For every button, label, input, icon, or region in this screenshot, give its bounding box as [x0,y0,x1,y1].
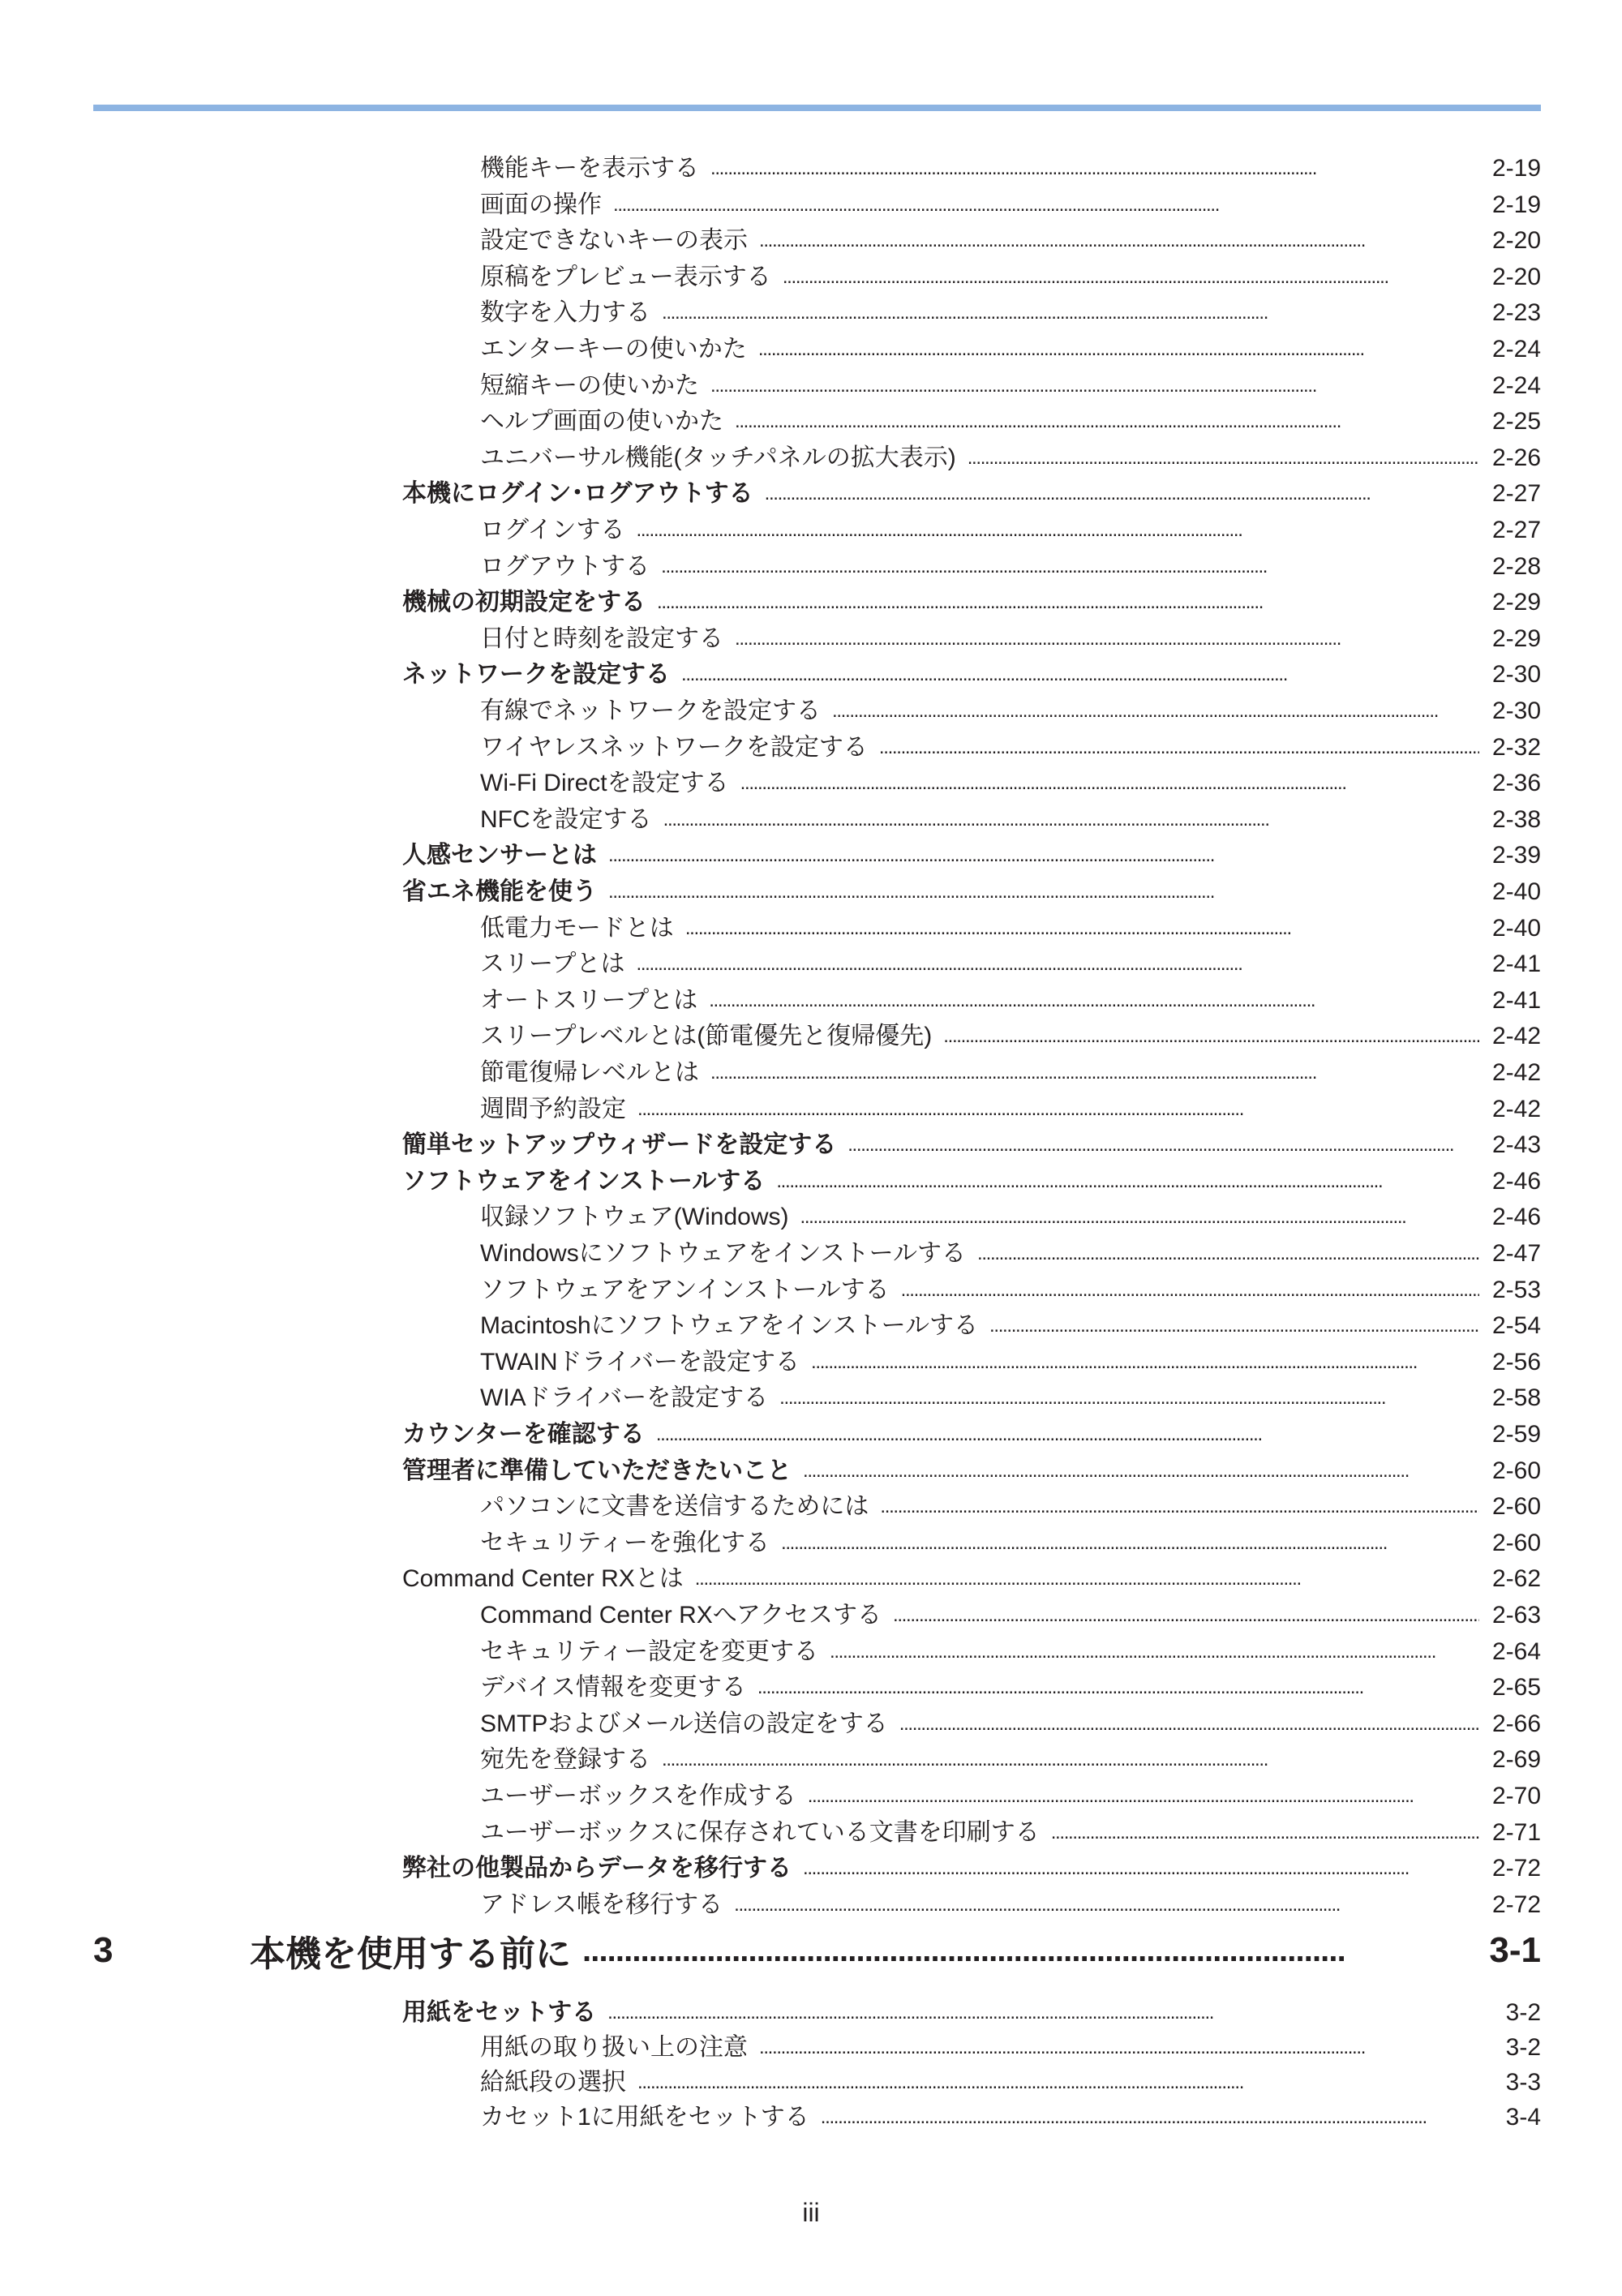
toc-subsection-entry[interactable] [480,1489,1541,1525]
dot-leader [757,1670,1479,1706]
dot-leader [735,404,1479,440]
toc-subsection-entry[interactable] [480,693,1541,729]
toc-entry-title: 設定できないキーの表示 [480,227,748,255]
toc-entry-page: 2-46 [1491,1167,1541,1195]
toc-entry-page: 3-3 [1505,2069,1541,2096]
toc-entry-title: ソフトウェアをアンインストールする [480,1276,890,1303]
dot-leader [661,549,1479,585]
toc-entry-title: 機械の初期設定をする [402,589,646,616]
toc-entry-page: 2-58 [1491,1384,1541,1412]
toc-entry-title: ソフトウェアをインストールする [402,1167,766,1195]
toc-entry-title: セキュリティー設定を変更する [480,1637,818,1665]
toc-subsection-entry[interactable] [480,911,1541,946]
toc-entry-page: 2-62 [1491,1565,1541,1593]
toc-entry-title: 週間予約設定 [480,1095,626,1122]
toc-section-entry[interactable] [402,1453,1541,1489]
toc-entry-title: ネットワークを設定する [402,661,670,689]
toc-entry-page: 2-54 [1491,1312,1541,1340]
toc-entry-page: 2-26 [1491,444,1541,471]
toc-entry-title: 有線でネットワークを設定する [480,697,821,724]
dot-leader [783,260,1479,295]
dot-leader [901,1272,1479,1308]
toc-subsection-entry[interactable] [480,1199,1541,1235]
toc-subsection-entry[interactable] [480,621,1541,657]
toc-section-entry[interactable] [402,1127,1541,1163]
toc-entry-title: 簡単セットアップウィザードを設定する [402,1131,837,1159]
toc-entry-title: 宛先を登録する [480,1746,650,1774]
toc-subsection-entry[interactable] [480,1345,1541,1380]
dot-leader [893,1598,1479,1633]
toc-entry-page: 2-71 [1491,1818,1541,1846]
dot-leader [803,1851,1479,1886]
toc-entry-title: オートスリープとは [480,986,698,1014]
dot-leader [608,874,1479,910]
toc-entry-title: カセット1に用紙をセットする [480,2104,809,2131]
toc-subsection-entry[interactable] [480,404,1541,440]
toc-subsection-entry[interactable] [480,1815,1541,1851]
toc-entry-page: 2-41 [1491,951,1541,978]
dot-leader [759,2030,1493,2066]
toc-entry-page: 2-64 [1491,1637,1541,1665]
toc-entry-page: 2-56 [1491,1348,1541,1375]
toc-entry-title: 節電復帰レベルとは [480,1059,699,1086]
toc-entry-page: 2-30 [1491,697,1541,724]
toc-entry-page: 2-19 [1491,155,1541,182]
toc-subsection-entry[interactable] [480,1380,1541,1416]
toc-section-entry[interactable] [402,1417,1541,1453]
toc-entry-title: 日付と時刻を設定する [480,624,723,652]
toc-entry-page: 2-25 [1491,408,1541,436]
dot-leader [821,2100,1493,2135]
dot-leader [637,2065,1493,2101]
toc-section-entry[interactable] [402,476,1541,512]
toc-subsection-entry[interactable] [480,983,1541,1019]
chapter-title: 本機を使用する前に [250,1934,571,1974]
toc-entry-page: 2-69 [1491,1746,1541,1774]
toc-entry-page: 2-36 [1491,770,1541,797]
toc-subsection-entry[interactable] [480,332,1541,367]
toc-entry-page: 3-2 [1505,2034,1541,2061]
dot-leader [847,1127,1479,1163]
dot-leader [613,187,1479,223]
toc-entry-page: 2-60 [1491,1493,1541,1521]
dot-leader [695,1561,1479,1597]
toc-entry-page: 2-66 [1491,1710,1541,1737]
dot-leader [811,1345,1479,1380]
toc-entry-title: デバイス情報を変更する [480,1674,746,1702]
toc-entry-page: 2-70 [1491,1783,1541,1809]
toc-entry-page: 2-27 [1491,480,1541,508]
toc-entry-title: ユーザーボックスを作成する [480,1783,796,1809]
toc-subsection-entry[interactable] [480,1706,1541,1742]
toc-entry-title: SMTPおよびメール送信の設定をする [480,1710,888,1737]
dot-leader [880,1489,1479,1525]
toc-entry-title: ワイヤレスネットワークを設定する [480,733,868,761]
dot-leader [899,1706,1479,1742]
toc-subsection-entry[interactable] [480,1779,1541,1814]
toc-subsection-entry[interactable] [480,946,1541,982]
toc-subsection-entry[interactable] [480,440,1541,476]
toc-entry-title: 本機にログイン･ログアウトする [402,480,753,508]
dot-leader [656,1417,1479,1453]
toc-section-entry[interactable] [402,874,1541,910]
toc-subsection-entry[interactable] [480,1670,1541,1706]
dot-leader [803,1453,1479,1489]
toc-subsection-entry[interactable] [480,1272,1541,1308]
dot-leader [758,332,1479,367]
toc-entry-page: 2-40 [1491,914,1541,942]
dot-leader [779,1380,1479,1416]
toc-section-entry[interactable] [402,657,1541,693]
dot-leader [657,585,1479,620]
dot-leader [781,1526,1479,1561]
toc-subsection-entry[interactable] [480,260,1541,295]
toc-entry-title: ログインする [480,517,625,543]
dot-leader [607,1995,1493,2031]
dot-leader [582,1922,1476,1979]
toc-entry-title: 数字を入力する [480,299,650,327]
toc-entry-page: 2-20 [1491,227,1541,255]
toc-entry-page: 2-19 [1491,191,1541,218]
toc-entry-title: 管理者に準備していただきたいこと [402,1457,792,1484]
toc-entry-page: 2-23 [1491,299,1541,327]
toc-entry-page: 2-43 [1491,1131,1541,1159]
toc-subsection-entry[interactable] [480,1055,1541,1091]
toc-entry-title: 画面の操作 [480,191,602,218]
toc-entry-title: カウンターを確認する [402,1421,645,1448]
toc-entry-title: NFCを設定する [480,805,652,833]
dot-leader [943,1019,1479,1054]
toc-entry-page: 2-24 [1491,336,1541,363]
dot-leader [977,1236,1479,1272]
dot-leader [710,1055,1479,1091]
dot-leader [759,223,1479,259]
toc-entry-page: 2-30 [1491,661,1541,689]
toc-entry-page: 2-29 [1491,624,1541,652]
toc-entry-title: セキュリティーを強化する [480,1529,770,1556]
dot-leader [989,1308,1479,1344]
toc-entry-title: 用紙をセットする [402,1999,597,2026]
toc-entry-page: 2-20 [1491,263,1541,290]
toc-entry-title: ユーザーボックスに保存されている文書を印刷する [480,1818,1040,1846]
toc-entry-title: ヘルプ画面の使いかた [480,408,723,436]
toc-subsection-entry[interactable] [480,1742,1541,1778]
toc-entry-page: 2-72 [1491,1855,1541,1882]
chapter-number: 3 [93,1930,114,1970]
dot-leader [710,151,1479,187]
toc-entry-title: 省エネ機能を使う [402,878,597,905]
toc-subsection-entry[interactable] [480,223,1541,259]
toc-entry-page: 2-59 [1491,1421,1541,1448]
toc-subsection-entry[interactable] [480,513,1541,548]
dot-leader [1051,1815,1479,1851]
toc-entry-title: 原稿をプレビュー表示する [480,263,771,290]
toc-entry-page: 2-72 [1491,1890,1541,1918]
toc-subsection-entry[interactable] [480,1236,1541,1272]
toc-entry-page: 2-42 [1491,1059,1541,1086]
toc-section-entry[interactable] [402,1995,1541,2031]
dot-leader [832,693,1479,729]
toc-entry-title: 短縮キーの使いかた [480,371,699,399]
toc-subsection-entry[interactable] [480,802,1541,838]
toc-entry-page: 2-63 [1491,1602,1541,1629]
toc-entry-title: ログアウトする [480,552,650,580]
toc-entry-title: スリープレベルとは(節電優先と復帰優先) [480,1023,933,1050]
toc-entry-title: 用紙の取り扱い上の注意 [480,2034,748,2061]
dot-leader [637,513,1479,548]
toc-section-entry[interactable] [402,838,1541,873]
toc-entry-page: 2-41 [1491,986,1541,1014]
dot-leader [681,657,1479,693]
toc-entry-page: 2-39 [1491,842,1541,869]
toc-subsection-entry[interactable] [480,730,1541,766]
dot-leader [662,295,1479,331]
dot-leader [735,621,1479,657]
dot-leader [662,1742,1479,1778]
toc-entry-title: エンターキーの使いかた [480,336,747,363]
toc-entry-page: 2-27 [1491,517,1541,543]
dot-leader [808,1779,1479,1814]
dot-leader [663,802,1479,838]
toc-subsection-entry[interactable] [480,295,1541,331]
toc-entry-title: 低電力モードとは [480,914,674,942]
toc-entry-title: 収録ソフトウェア(Windows) [480,1204,789,1231]
dot-leader [740,766,1479,801]
dot-leader [776,1164,1479,1199]
toc-entry-title: パソコンに文書を送信するためには [480,1493,869,1521]
dot-leader [765,476,1479,512]
toc-entry-title: 給紙段の選択 [480,2069,626,2096]
toc-subsection-entry[interactable] [480,1634,1541,1670]
dot-leader [800,1199,1478,1235]
toc-subsection-entry[interactable] [480,151,1541,187]
toc-entry-page: 2-24 [1491,371,1541,399]
dot-leader [830,1634,1479,1670]
toc-entry-title: 機能キーを表示する [480,155,699,182]
dot-leader [685,911,1479,946]
dot-leader [637,1092,1479,1127]
chapter-heading[interactable] [93,1922,1541,1979]
dot-leader [879,730,1479,766]
toc-entry-page: 2-47 [1491,1240,1541,1267]
toc-subsection-entry[interactable] [480,1019,1541,1054]
toc-entry-title: 人感センサーとは [402,842,597,869]
toc-entry-page: 2-42 [1491,1095,1541,1122]
toc-subsection-entry[interactable] [480,1308,1541,1344]
dot-leader [968,440,1479,476]
toc-entry-page: 2-65 [1491,1674,1541,1702]
toc-section-entry[interactable] [402,585,1541,620]
toc-entry-page: 2-40 [1491,878,1541,905]
toc-entry-title: Macintoshにソフトウェアをインストールする [480,1312,979,1340]
toc-subsection-entry[interactable] [480,549,1541,585]
toc-entry-title: Command Center RXとは [402,1565,684,1593]
dot-leader [637,946,1479,982]
toc-subsection-entry[interactable] [480,1887,1541,1923]
toc-entry-page: 3-4 [1505,2104,1541,2131]
toc-entry-page: 2-38 [1491,805,1541,833]
toc-section-entry[interactable] [402,1164,1541,1199]
toc-subsection-entry[interactable] [480,187,1541,223]
toc-subsection-entry[interactable] [480,2065,1541,2101]
toc-entry-page: 2-60 [1491,1529,1541,1556]
toc-entry-title: Command Center RXへアクセスする [480,1602,882,1629]
toc-subsection-entry[interactable] [480,1526,1541,1561]
toc-entry-title: Wi-Fi Directを設定する [480,770,729,797]
dot-leader [734,1887,1479,1923]
page-number: iii [802,2198,820,2227]
toc-subsection-entry[interactable] [480,368,1541,404]
toc-entry-title: アドレス帳を移行する [480,1890,723,1918]
toc-entry-page: 2-32 [1491,733,1541,761]
toc-subsection-entry[interactable] [480,1598,1541,1633]
toc-entry-title: WIAドライバーを設定する [480,1384,769,1412]
toc-entry-title: TWAINドライバーを設定する [480,1348,800,1375]
toc-entry-page: 2-60 [1491,1457,1541,1484]
toc-entry-page: 2-42 [1491,1023,1541,1050]
toc-subsection-entry[interactable] [480,1092,1541,1127]
header-rule [93,105,1541,111]
dot-leader [710,368,1479,404]
dot-leader [709,983,1479,1019]
toc-entry-title: スリープとは [480,951,625,978]
toc-entry-title: 弊社の他製品からデータを移行する [402,1855,792,1882]
toc-entry-title: Windowsにソフトウェアをインストールする [480,1240,966,1267]
toc-section-entry[interactable] [402,1851,1541,1886]
toc-entry-page: 2-29 [1491,589,1541,616]
toc-entry-page: 3-2 [1505,1999,1541,2026]
toc-entry-title: ユニバーサル機能(タッチパネルの拡大表示) [480,444,956,471]
toc-subsection-entry[interactable] [480,2030,1541,2066]
dot-leader [608,838,1479,873]
toc-entry-page: 2-46 [1491,1204,1541,1231]
toc-entry-page: 2-28 [1491,552,1541,580]
toc-subsection-entry[interactable] [480,766,1541,801]
chapter-page: 3-1 [1489,1930,1541,1970]
toc-section-entry[interactable] [402,1561,1541,1597]
toc-entry-page: 2-53 [1491,1276,1541,1303]
toc-subsection-entry[interactable] [480,2100,1541,2135]
